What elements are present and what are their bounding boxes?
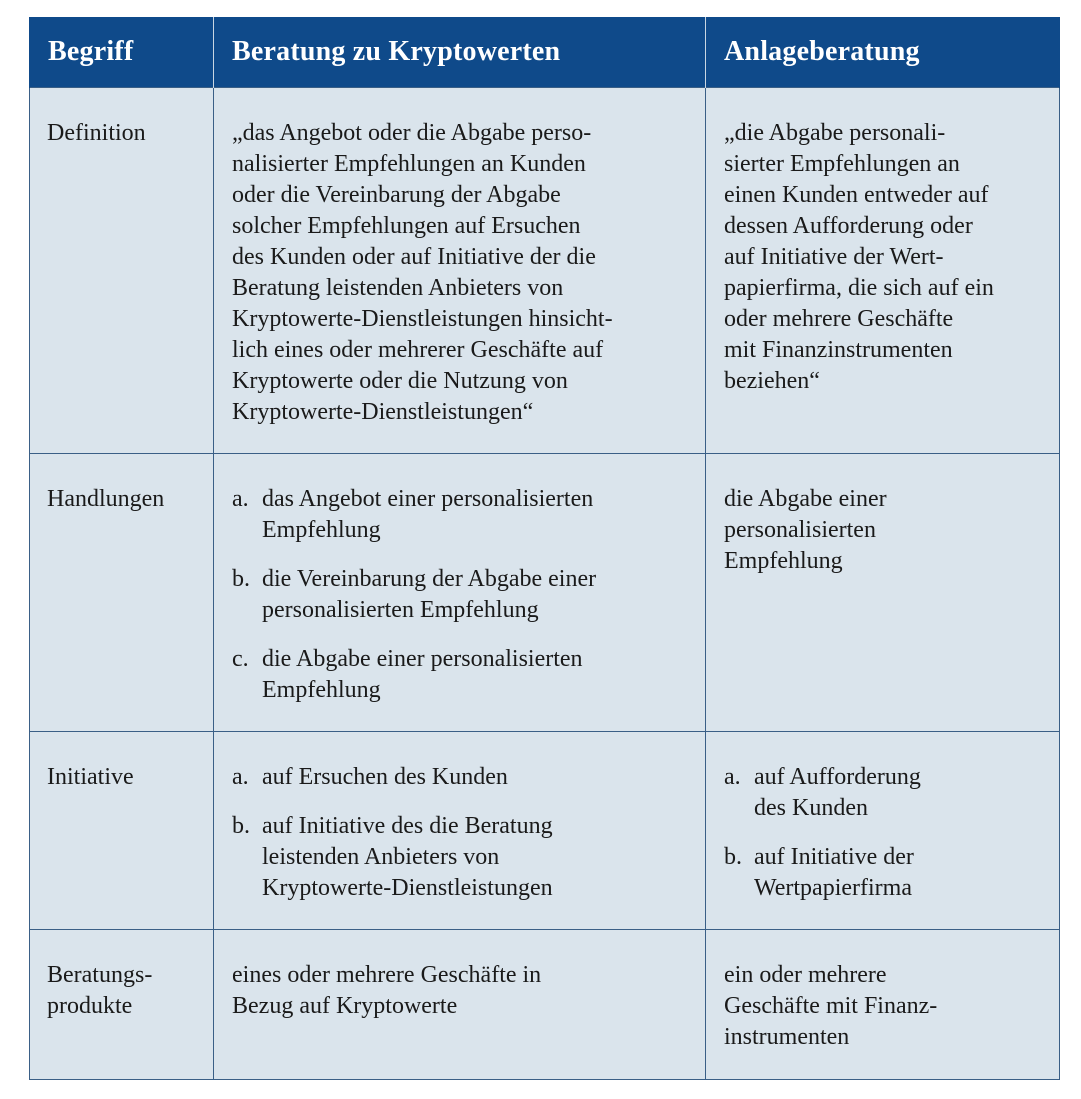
list-marker: a. xyxy=(232,486,249,512)
text-line: eines oder mehrere Geschäfte in xyxy=(232,962,542,988)
text-line: des Kunden xyxy=(754,795,868,821)
text-line: solcher Empfehlungen auf Ersuchen xyxy=(232,213,581,239)
text-line: auf Ersuchen des Kunden xyxy=(262,764,508,790)
initiative-anlage-cell xyxy=(706,732,1060,930)
text-line: auf Initiative der xyxy=(754,844,914,870)
text-line: nalisierter Empfehlungen an Kunden xyxy=(232,151,586,177)
list-marker: a. xyxy=(232,764,249,790)
list-marker: b. xyxy=(232,813,250,839)
list-marker: b. xyxy=(724,844,742,870)
text-line: papierfirma, die sich auf ein xyxy=(724,275,994,301)
list-item xyxy=(232,811,691,904)
text-line: Empfehlung xyxy=(724,548,843,574)
text-line: Beratung leistenden Anbieters von xyxy=(232,275,564,301)
text-line: Kryptowerte-Dienstleistungen“ xyxy=(232,399,534,425)
produkte-krypto-cell xyxy=(214,930,706,1080)
row-initiative xyxy=(30,732,1060,930)
list-item xyxy=(232,564,691,626)
handlungen-krypto-cell xyxy=(214,454,706,732)
text-line: personalisierten xyxy=(724,517,876,543)
header-anlageberatung: Anlageberatung xyxy=(706,17,1060,88)
text-line: ein oder mehrere xyxy=(724,962,887,988)
text-line: die Abgabe einer xyxy=(724,486,887,512)
text-line: Kryptowerte oder die Nutzung von xyxy=(232,368,568,394)
list-item xyxy=(724,762,1045,824)
text-line: Empfehlung xyxy=(262,517,381,543)
header-row xyxy=(30,17,1060,88)
text-line: Bezug auf Kryptowerte xyxy=(232,993,458,1019)
row-beratungsprodukte xyxy=(30,930,1060,1080)
text-line: oder mehrere Geschäfte xyxy=(724,306,954,332)
text-line: mit Finanzinstrumenten xyxy=(724,337,953,363)
row-label-beratungsprodukte xyxy=(30,930,214,1080)
text-line: „das Angebot oder die Abgabe perso- xyxy=(232,120,592,146)
list-item xyxy=(232,762,691,793)
list-item xyxy=(724,842,1045,904)
text-line: das Angebot einer personalisierten xyxy=(262,486,594,512)
text-line: Wertpapierfirma xyxy=(754,875,912,901)
list-marker: a. xyxy=(724,764,741,790)
list-marker: b. xyxy=(232,566,250,592)
text-line: auf Initiative der Wert- xyxy=(724,244,944,270)
row-definition xyxy=(30,88,1060,454)
text-line: die Vereinbarung der Abgabe einer xyxy=(262,566,597,592)
comparison-table xyxy=(29,17,1060,1080)
row-label-handlungen: Handlungen xyxy=(30,454,214,732)
text-line: „die Abgabe personali- xyxy=(724,120,946,146)
list-marker: c. xyxy=(232,646,249,672)
text-line: sierter Empfehlungen an xyxy=(724,151,960,177)
initiative-krypto-cell xyxy=(214,732,706,930)
text-line: dessen Aufforderung oder xyxy=(724,213,973,239)
text-line: produkte xyxy=(47,993,133,1019)
row-label-definition: Definition xyxy=(30,88,214,454)
text-line: des Kunden oder auf Initiative der die xyxy=(232,244,596,270)
row-handlungen xyxy=(30,454,1060,732)
text-line: die Abgabe einer personalisierten xyxy=(262,646,583,672)
text-line: auf Aufforderung xyxy=(754,764,921,790)
text-line: Kryptowerte-Dienstleistungen xyxy=(262,875,553,901)
text-line: auf Initiative des die Beratung xyxy=(262,813,553,839)
row-label-initiative: Initiative xyxy=(30,732,214,930)
produkte-anlage-cell xyxy=(706,930,1060,1080)
text-line: lich eines oder mehrerer Geschäfte auf xyxy=(232,337,604,363)
text-line: Geschäfte mit Finanz- xyxy=(724,993,938,1019)
text-line: Kryptowerte-Dienstleistungen hinsicht- xyxy=(232,306,613,332)
definition-anlage-cell xyxy=(706,88,1060,454)
text-line: personalisierten Empfehlung xyxy=(262,597,539,623)
text-line: Empfehlung xyxy=(262,677,381,703)
header-begriff: Begriff xyxy=(30,17,214,88)
text-line: oder die Vereinbarung der Abgabe xyxy=(232,182,561,208)
text-line: einen Kunden entweder auf xyxy=(724,182,989,208)
text-line: instrumenten xyxy=(724,1024,850,1050)
header-beratung-kryptowerte: Beratung zu Kryptowerten xyxy=(214,17,706,88)
handlungen-anlage-cell xyxy=(706,454,1060,732)
text-line: Beratungs- xyxy=(47,962,153,988)
text-line: leistenden Anbieters von xyxy=(262,844,500,870)
list-item xyxy=(232,484,691,546)
list-item xyxy=(232,644,691,706)
definition-krypto-cell xyxy=(214,88,706,454)
text-line: beziehen“ xyxy=(724,368,820,394)
